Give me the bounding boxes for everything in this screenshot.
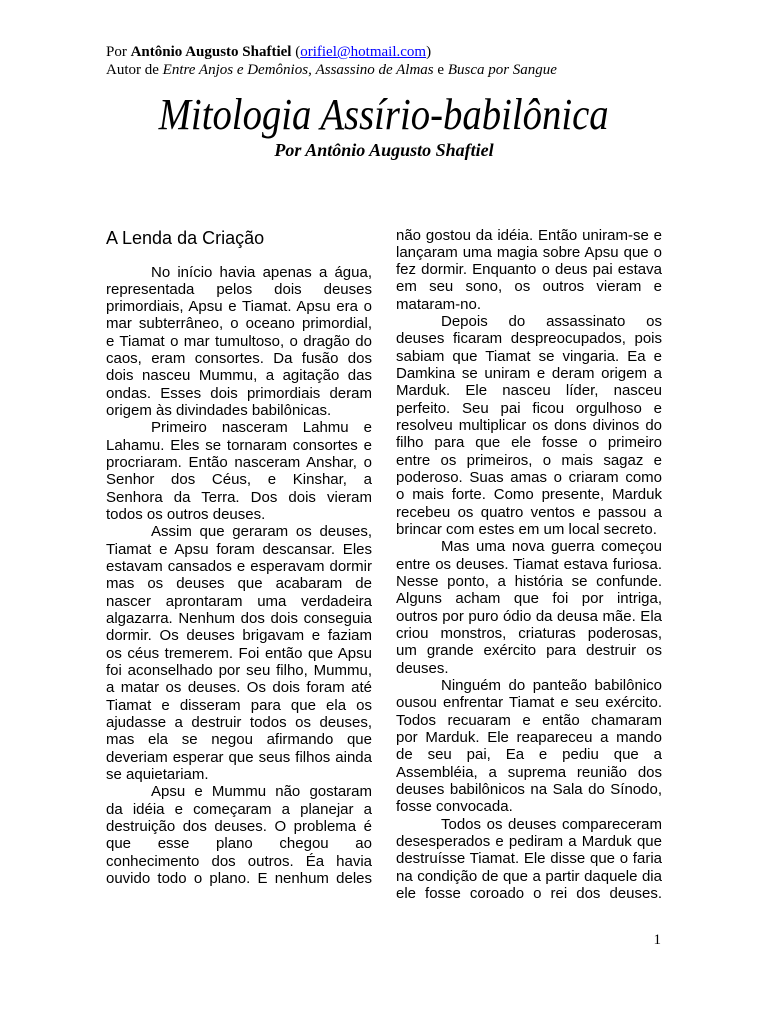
text-line: desesperados e pediram a Marduk que (396, 832, 662, 850)
paragraph (106, 264, 372, 420)
text-line: Mas uma nova guerra começou (441, 538, 662, 556)
text-line: conhecimento dos outros. Éa havia (106, 852, 372, 870)
page-header (106, 43, 557, 79)
text-line: Todos os deuses compareceram (441, 815, 662, 833)
text-line: Nesse ponto, a história se confunde. (396, 573, 662, 591)
text-line: Ninguém do panteão babilônico (441, 677, 662, 695)
text-line: resolveu multiplicar os dons divinos do (396, 417, 662, 435)
text-line: entre os primeiros, o mais sagaz e (396, 451, 662, 469)
books-separator: e (433, 62, 448, 78)
text-line: em seu sono, os outros vieram e (396, 278, 662, 296)
text-line: Senhora da Terra. Dos dois vieram (106, 488, 372, 506)
text-line: que esse plano chegou ao (106, 835, 372, 853)
text-line: entre os deuses. Tiamat estava furiosa. (396, 555, 662, 573)
text-line: Lahamu. Eles se tornaram consortes e (106, 436, 372, 454)
text-line: criou monstros, criaturas poderosas, (396, 625, 662, 643)
text-line: dois nasceu Mummu, a agitação das (106, 367, 372, 385)
text-line: destruição dos deuses. O problema é (106, 818, 372, 835)
section-heading: A Lenda da Criação (106, 228, 265, 248)
text-line: todos os outros deuses. (106, 506, 266, 524)
text-line: de seu pai, Ea e pediu que a (396, 746, 662, 764)
book-title: Assassino de Almas (315, 62, 434, 78)
text-line: o mais forte. Como presente, Marduk (396, 486, 662, 504)
books-separator: , (308, 62, 316, 78)
text-line: por Marduk. Ele reapareceu a mando (396, 729, 662, 747)
text-line: deuses babilônicos na Sala do Sínodo, (396, 781, 662, 798)
text-line: Apsu e Mummu não gostaram (151, 783, 372, 801)
left-column-text (106, 264, 372, 888)
paragraph (396, 313, 662, 538)
text-line: e Tiamat o mar tumultoso, o dragão do (106, 332, 372, 350)
books-prefix: Autor de (106, 62, 163, 78)
text-line: deuses ficaram despreocupados, pois (396, 330, 662, 348)
text-line: Primeiro nasceram Lahmu e (151, 419, 372, 437)
text-line: Assembléia, a suprema reunião dos (396, 763, 662, 781)
book-title: Busca por Sangue (447, 62, 557, 78)
text-line: procriaram. Então nasceram Anshar, o (106, 454, 372, 472)
text-line: ondas. Esses dois primordiais deram (106, 384, 372, 402)
paragraph (396, 538, 662, 677)
text-line: fez dormir. Enquanto o deus pai estava (396, 261, 662, 279)
author-prefix: Por (106, 44, 131, 60)
text-line: ajudasse a destruir todos os deuses, (106, 714, 372, 732)
text-line: Damkina se uniram e deram origem a (396, 365, 662, 383)
books-line (106, 61, 557, 79)
text-line: perfeito. Seu pai ficou orgulhoso e (396, 399, 662, 417)
email-close: ) (426, 44, 432, 60)
text-line: No início havia apenas a água, (151, 263, 372, 281)
text-line: mataram-no. (396, 295, 482, 313)
author-line (106, 43, 557, 61)
text-line: mar subterrâneo, o oceano primordial, (106, 315, 372, 333)
text-line: Alguns acham que foi por intriga, (396, 590, 662, 608)
text-line: brincar com estes em um local secreto. (396, 521, 657, 539)
book-title: Entre Anjos e Demônios (162, 62, 309, 78)
text-line: ousou enfrentar Tiamat e seu exército. (396, 694, 662, 712)
text-line: não gostou da idéia. Então uniram-se e (396, 226, 662, 244)
text-line: Tiamat e Apsu foram descansar. Eles (106, 540, 372, 558)
text-line: dormir. Os deuses brigavam e faziam (106, 627, 372, 645)
left-column (106, 227, 372, 887)
text-line: a matar os deuses. Os dois foram até (106, 679, 372, 697)
text-line: lançaram uma magia sobre Apsu que o (396, 243, 662, 261)
text-line: estavam cansados e esperavam dormir (106, 558, 372, 576)
text-line: poderoso. Suas amas o criaram como (396, 469, 662, 487)
text-line: fosse convocada. (396, 798, 513, 816)
text-line: origem às divindades babilônicas. (106, 402, 332, 420)
text-line: deveriam esperar que seus filhos ainda (106, 748, 372, 766)
text-line: um grande exército para destruir os (396, 642, 662, 660)
text-line: destruísse Tiamat. Ele disse que o faria (396, 850, 662, 868)
text-line: primordiais, Apsu e Tiamat. Apsu era o (106, 298, 372, 316)
text-line: Todos recuaram e então chamaram (396, 711, 662, 729)
title-container (0, 91, 768, 139)
text-line: ouvido todo o plano. E nenhum deles (106, 869, 372, 887)
text-line: Tiamat e disseram para que ela os (106, 696, 372, 714)
text-line: sabiam que Tiamat se vingaria. Ea e (396, 347, 662, 365)
document-subtitle: Por Antônio Augusto Shaftiel (274, 140, 494, 160)
right-column-text (396, 227, 662, 903)
text-line: na condição de que a partir daquele dia (396, 867, 662, 885)
text-line: nascer aprontaram uma verdadeira (106, 592, 372, 610)
text-line: se aquietariam. (106, 766, 209, 784)
document-title: Mitologia Assírio-babilônica (159, 90, 609, 139)
paragraph (106, 419, 372, 523)
text-line: caos, eram consortes. Da fusão dos (106, 350, 372, 368)
text-line: deuses. (396, 659, 449, 677)
text-line: ele fosse coroado o rei dos deuses. (396, 884, 662, 902)
text-line: algazarra. Nenhum dos dois conseguia (106, 610, 372, 628)
text-line: Marduk. Ele nasceu líder, nasceu (396, 382, 662, 400)
text-line: da idéia e começaram a planejar a (106, 800, 372, 818)
text-line: os céus tremerem. Foi então que Apsu (106, 644, 372, 662)
text-line: Senhor dos Céus, e Kinshar, a (106, 471, 372, 489)
paragraph (396, 227, 662, 314)
paragraph (106, 783, 372, 887)
email-link[interactable]: orifiel@hotmail.com (300, 44, 427, 60)
text-line: recebeu os quatro ventos e passou a (396, 503, 662, 521)
text-line: foi aconselhado por seu filho, Mummu, (106, 662, 372, 680)
text-line: outros por puro ódio da deusa mãe. Ela (396, 607, 662, 625)
paragraph (396, 816, 662, 903)
paragraph (396, 677, 662, 816)
text-line: mas ela se negou afirmando que (106, 731, 372, 749)
right-column (396, 227, 662, 903)
text-line: filho para que ele fosse o primeiro (396, 434, 662, 452)
text-line: Assim que geraram os deuses, (151, 523, 372, 541)
page-number: 1 (653, 932, 661, 948)
email-open: ( (291, 44, 301, 60)
text-line: mas os deuses que acabaram de (106, 575, 372, 593)
paragraph (106, 523, 372, 783)
text-line: Depois do assassinato os (441, 313, 662, 331)
author-name: Antônio Augusto Shaftiel (130, 44, 292, 60)
text-line: representada pelos dois deuses (106, 280, 372, 298)
